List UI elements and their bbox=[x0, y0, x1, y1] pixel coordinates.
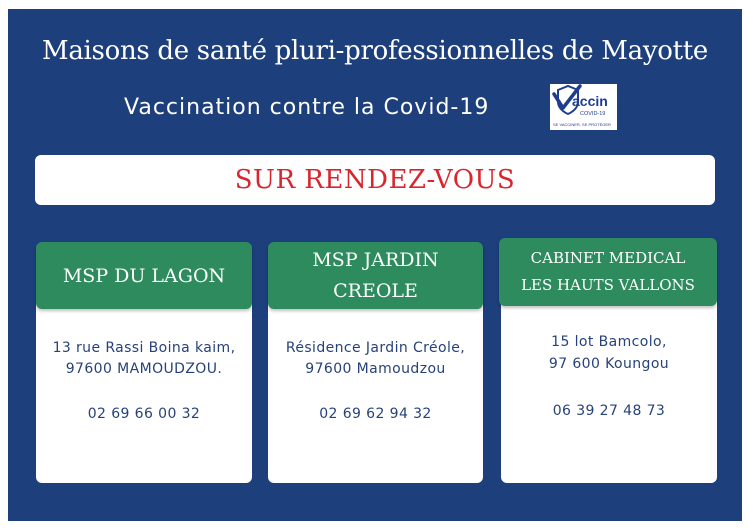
clinic-address-line2: 97600 Mamoudzou bbox=[305, 361, 446, 377]
clinic-address-line2: 97600 MAMOUDZOU. bbox=[65, 361, 223, 377]
clinic-header-hauts-vallons bbox=[499, 238, 717, 306]
clinic-phone: 02 69 62 94 32 bbox=[319, 406, 432, 422]
clinic-address-line1: Résidence Jardin Créole, bbox=[285, 340, 466, 356]
vaccin-logo bbox=[550, 84, 617, 130]
appointment-banner: SUR RENDEZ-VOUS bbox=[35, 155, 715, 205]
vaccin-logo-icon bbox=[550, 84, 617, 130]
clinic-name-line1: CABINET MEDICAL bbox=[530, 249, 686, 267]
page-title: Maisons de santé pluri-professionnelles de Mayotte bbox=[42, 36, 708, 66]
clinic-name-line1: MSP DU LAGON bbox=[62, 264, 226, 287]
clinic-header-lagon bbox=[36, 242, 252, 309]
clinic-address-line2: 97 600 Koungou bbox=[548, 356, 670, 372]
clinic-address-line1: 15 lot Bamcolo, bbox=[551, 334, 667, 350]
clinic-address-line1: 13 rue Rassi Boina kaim, bbox=[52, 340, 236, 356]
logo-subtext: COVID-19 bbox=[580, 111, 606, 117]
clinic-header-jardin-creole bbox=[268, 242, 483, 309]
clinic-phone: 06 39 27 48 73 bbox=[552, 403, 666, 419]
logo-text: accin bbox=[572, 93, 608, 109]
clinic-name-line2: CREOLE bbox=[333, 279, 418, 302]
clinic-phone: 02 69 66 00 32 bbox=[87, 406, 201, 422]
logo-tagline: SE VACCINER, SE PROTÉGER bbox=[553, 122, 611, 127]
clinic-name-line1: MSP JARDIN bbox=[312, 248, 439, 271]
clinic-name-line2: LES HAUTS VALLONS bbox=[521, 276, 695, 294]
page-subtitle: Vaccination contre la Covid-19 bbox=[124, 95, 490, 120]
